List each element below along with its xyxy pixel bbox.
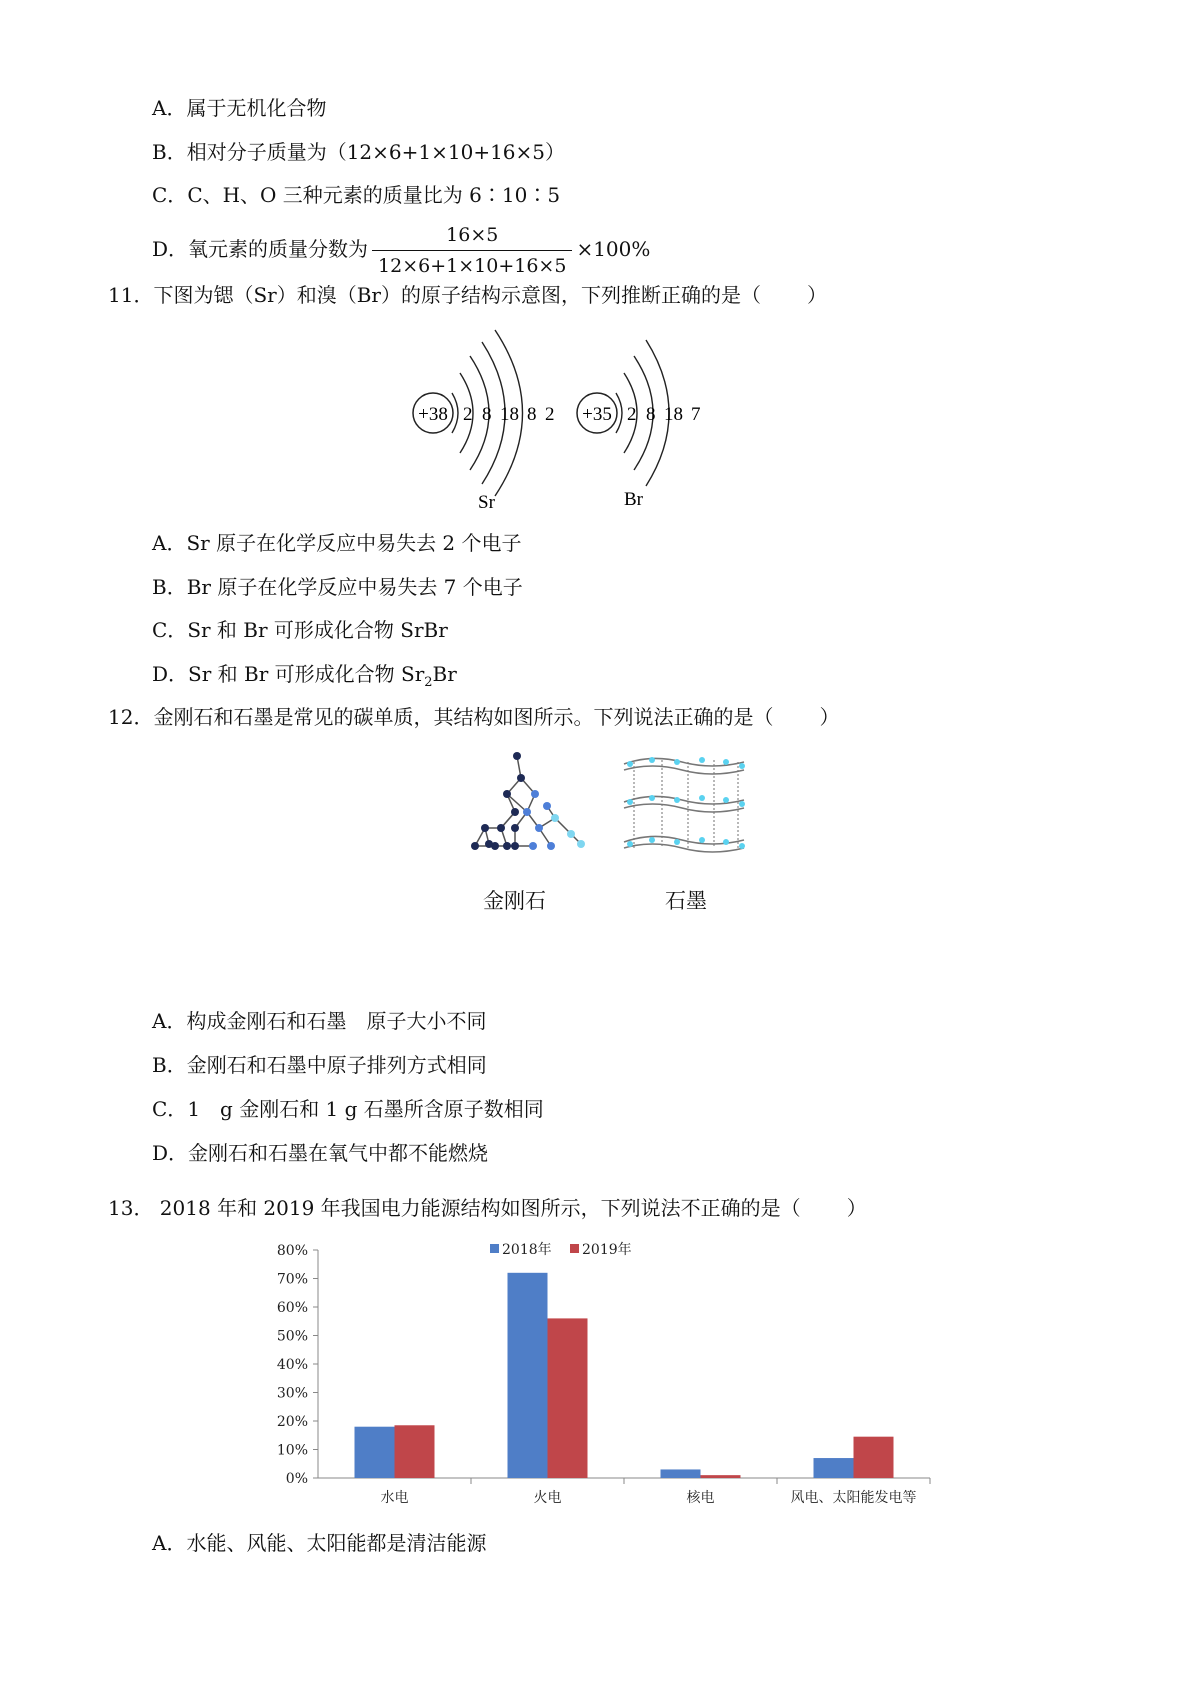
q13-stem [108,1195,867,1221]
bar-2018 [814,1458,854,1478]
option-text: Sr 和 Br 可形成化合物 Sr [188,662,425,686]
option-label: A． [152,1531,187,1555]
q12-option-a [152,1008,486,1034]
bar-2018 [355,1427,395,1478]
paren-close: ） [819,705,840,729]
option-text-end: Br [432,662,457,686]
fraction-numerator: 16×5 [372,222,572,251]
question-text: 2018 年和 2019 年我国电力能源结构如图所示，下列说法不正确的是（ [153,1196,801,1220]
q10-option-b [152,139,565,165]
mass-fraction [372,222,572,279]
graphite-structure-image [622,750,747,860]
question-number: 11． [108,283,154,307]
option-text: C、H、O 三种元素的质量比为 6∶10∶5 [187,183,561,207]
legend-label: 2018年 [502,1242,552,1258]
subscript: 2 [424,675,433,690]
y-tick-label: 30% [276,1385,308,1402]
graphite-label: 石墨 [665,889,707,913]
sr-shell-4: 8 [527,404,537,425]
option-text: 金刚石和石墨中原子排列方式相同 [186,1053,487,1077]
question-number: 12． [108,705,154,729]
y-tick-label: 60% [276,1300,308,1316]
sr-shell-5: 2 [545,404,555,425]
legend-label: 2019年 [582,1242,632,1258]
option-label: C． [152,1097,188,1121]
paren-close: ） [846,1196,867,1220]
q11-option-a [152,530,522,556]
question-text: 金刚石和石墨是常见的碳单质，其结构如图所示。下列说法正确的是（ [153,705,774,729]
category-label: 水电 [380,1490,409,1506]
bar-2019 [701,1475,741,1478]
bar-2018 [508,1273,548,1478]
q11-option-b [152,574,523,600]
q12-option-c [152,1096,544,1122]
option-text: Sr 原子在化学反应中易失去 2 个电子 [186,531,522,555]
q12-stem [108,704,839,730]
power-structure-bar-chart [240,1238,940,1518]
bar-2019 [854,1437,894,1478]
option-label: B． [152,575,187,599]
sr-shell-3: 18 [500,404,519,425]
q10-option-c [152,182,560,208]
sr-label: Sr [478,492,495,513]
diamond-structure-image [455,748,585,858]
option-label: D． [152,237,189,261]
y-tick-label: 0% [285,1471,308,1487]
bar-2019 [395,1425,435,1478]
chart-legend [490,1241,632,1258]
q13-option-a [152,1530,486,1556]
paren-close: ） [806,283,827,307]
q11-stem [108,282,827,308]
option-label: C． [152,183,188,207]
atom-structure-diagram [400,318,720,528]
option-text: 属于无机化合物 [186,96,327,120]
y-tick-label: 70% [276,1271,308,1288]
option-text: 金刚石和石墨在氧气中都不能燃烧 [188,1141,489,1165]
chart-y-ticks [277,1243,318,1487]
q12-option-b [152,1052,487,1078]
q10-option-a [152,95,326,121]
br-atom [577,340,701,510]
sr-atom [413,330,555,513]
br-shell-2: 8 [646,404,656,425]
sr-shell-1: 2 [463,404,473,425]
option-text: 氧元素的质量分数为 [188,237,369,261]
br-shell-3: 18 [664,404,683,425]
option-label: C． [152,618,188,642]
br-shell-4: 7 [691,404,701,425]
option-label: D． [152,662,189,686]
category-label: 火电 [533,1490,562,1506]
category-label: 风电、太阳能发电等 [790,1490,917,1506]
question-number: 13． [108,1196,154,1220]
br-label: Br [624,489,643,510]
option-text: 1 g 金刚石和 1 g 石墨所含原子数相同 [187,1097,544,1121]
fraction-denominator: 12×6+1×10+16×5 [378,255,567,277]
legend-swatch [490,1244,499,1253]
option-text: Br 原子在化学反应中易失去 7 个电子 [186,575,523,599]
q11-option-c [152,617,448,643]
q11-option-d [152,661,457,696]
br-shell-1: 2 [627,404,637,425]
option-text: 构成金刚石和石墨 原子大小不同 [186,1009,487,1033]
y-tick-label: 10% [276,1442,308,1459]
option-label: D． [152,1141,189,1165]
y-tick-label: 50% [276,1328,308,1345]
sr-shell-2: 8 [482,404,492,425]
option-text: 相对分子质量为（12×6+1×10+16×5） [186,140,566,164]
q10-option-d [152,222,650,279]
question-text: 下图为锶（Sr）和溴（Br）的原子结构示意图，下列推断正确的是（ [153,283,761,307]
legend-swatch [570,1244,579,1253]
option-label: B． [152,140,187,164]
q12-option-d [152,1140,488,1166]
y-tick-label: 80% [276,1243,308,1259]
chart-categories [381,1478,931,1506]
y-tick-label: 40% [276,1357,308,1373]
option-label: A． [152,531,187,555]
option-label: A． [152,1009,187,1033]
diamond-label: 金刚石 [483,889,546,913]
sr-nucleus-charge: +38 [418,404,448,425]
chart-bars [355,1273,894,1478]
y-tick-label: 20% [276,1414,308,1430]
option-label: A． [152,96,187,120]
option-text: Sr 和 Br 可形成化合物 SrBr [187,618,448,642]
br-nucleus-charge: +35 [582,404,612,425]
fraction-suffix: ×100% [576,237,651,261]
option-text: 水能、风能、太阳能都是清洁能源 [186,1531,487,1555]
category-label: 核电 [686,1490,715,1506]
bar-2019 [548,1318,588,1478]
option-label: B． [152,1053,187,1077]
bar-2018 [661,1469,701,1478]
